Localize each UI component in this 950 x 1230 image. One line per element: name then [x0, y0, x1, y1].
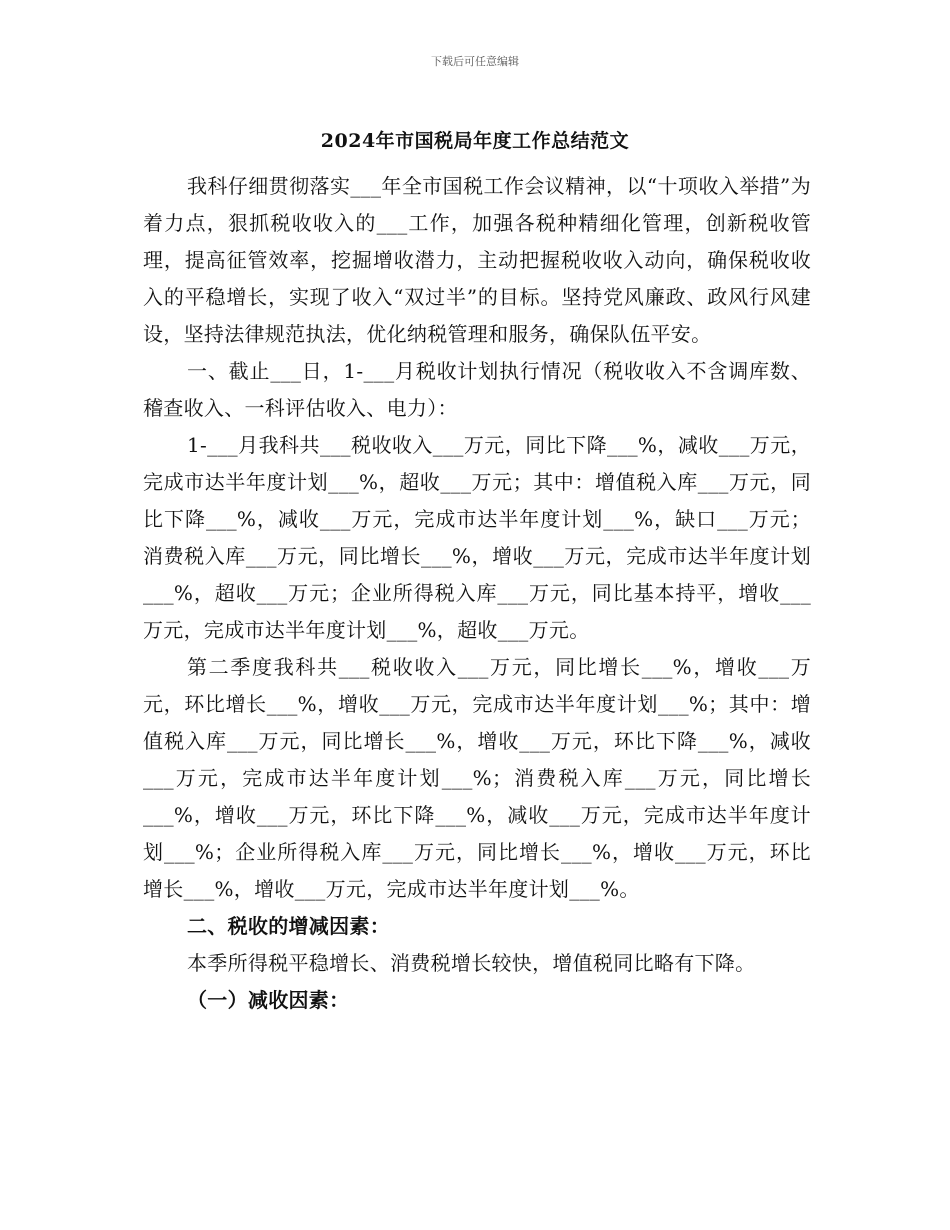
q2-revenue-paragraph: 第二季度我科共___税收收入___万元，同比增长___%，增收___万元，环比增长___%，增收___万元，完成市达半年度计划___%；其中：增值税入库___万元，同比增长___%，增收___万元，环比下降___%，减收___万元，完成市达半年度计划___%；消费税入库___万元，同比增长___%，增收___万元，环比下降___%，减收___万元，完成市达半年度计划___%；企业所得税入库___万元，同比增长___%，增收___万元，环比增长___%，增收___万元，完成市达半年度计划___%。: [143, 655, 811, 901]
section-2-heading: 二、税收的增减因素：: [187, 914, 390, 938]
subsection-1-heading: （一）减收因素：: [187, 988, 350, 1012]
section-1-heading-paragraph: 一、截止___日，1-___月税收计划执行情况（税收收入不含调库数、稽查收入、一科评估收入、电力）：: [143, 359, 811, 420]
h1-revenue-paragraph: 1-___月我科共___税收收入___万元，同比下降___%，减收___万元，完成市达半年度计划___%，超收___万元；其中：增值税入库___万元，同比下降___%，减收___万元，完成市达半年度计划___%，缺口___万元；消费税入库___万元，同比增长___%，增收___万元，完成市达半年度计划___%，超收___万元；企业所得税入库___万元，同比基本持平，增收___万元，完成市达半年度计划___%，超收___万元。: [143, 433, 811, 642]
header-note: 下载后可任意编辑: [431, 55, 519, 68]
intro-paragraph: 我科仔细贯彻落实___年全市国税工作会议精神，以“十项收入举措”为着力点，狠抓税收收入的___工作，加强各税种精细化管理，创新税收管理，提高征管效率，挖掘增收潜力，主动把握税收收入动向，确保税收收入的平稳增长，实现了收入“双过半”的目标。坚持党风廉政、政风行风建设，坚持法律规范执法，优化纳税管理和服务，确保队伍平安。: [143, 174, 811, 346]
document-body: [143, 168, 811, 1019]
section-2-text: 本季所得税平稳增长、消费税增长较快，增值税同比略有下降。: [187, 951, 756, 975]
document-title: 2024年市国税局年度工作总结范文: [320, 130, 630, 152]
